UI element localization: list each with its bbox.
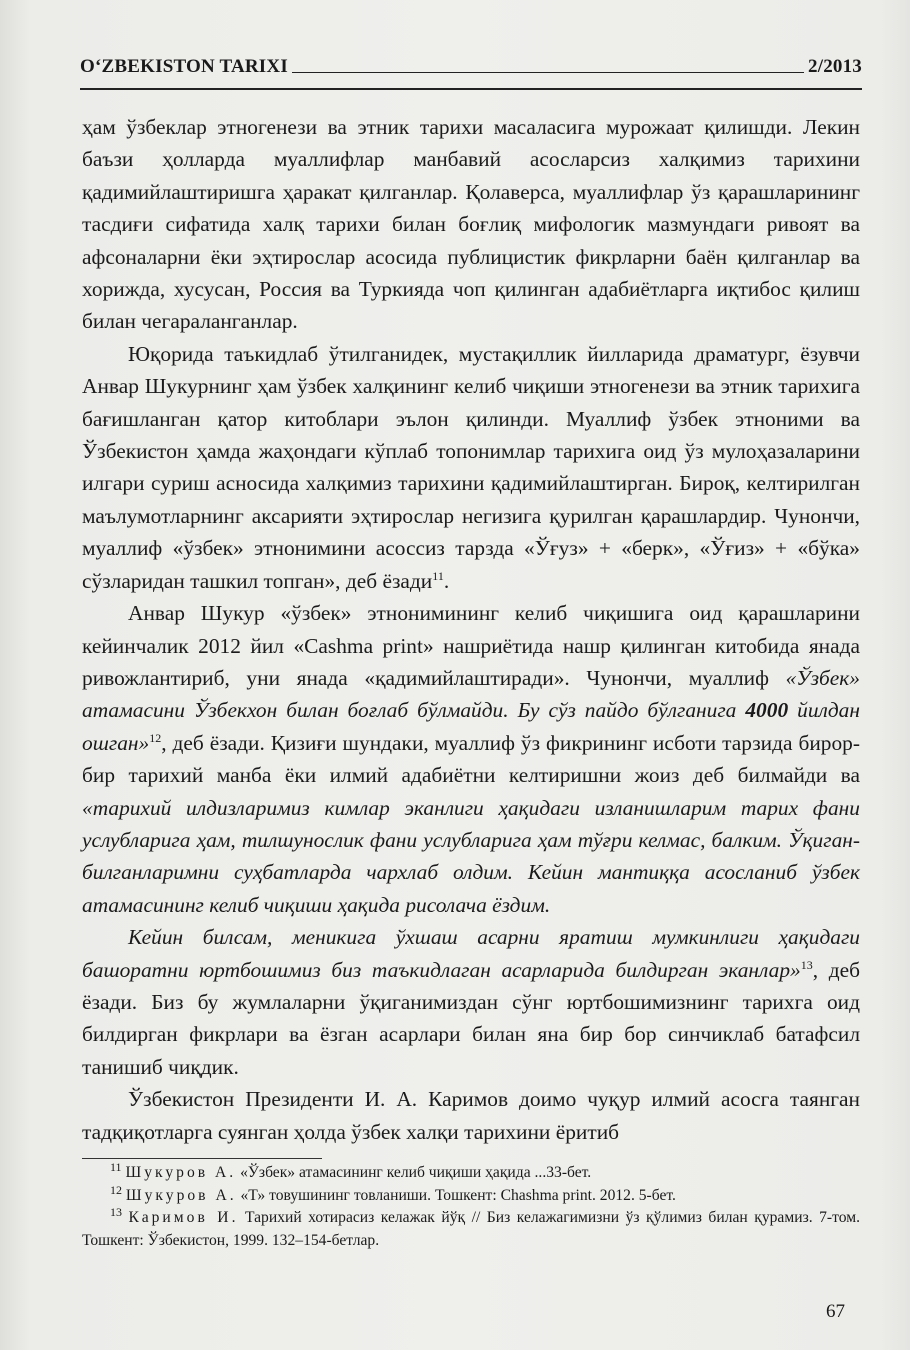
- paragraph-3: [82, 597, 860, 921]
- paragraph-4-text: , деб ёзади. Биз бу жумлаларни ўқиганимиздан сўнг юртбошимизнинг тарихга оид билдирган фикрлари ва ёзган асарлари билан яна бир бор синчиклаб батафсил танишиб чиқдик.: [82, 957, 860, 1079]
- issue-number: 2/2013: [808, 56, 862, 77]
- paragraph-1: ҳам ўзбеклар этногенези ва этник тарихи масаласига мурожаат қилишди. Лекин баъзи ҳолларда муаллифлар манбавий асосларсиз халқимиз тарихини қадимийлаштиришга ҳаракат қилганлар. Қолаверса, муаллифлар ўз қарашларининг тасдиғи сифатида халқ тарихи билан боғлиқ мифологик мазмундаги ривоят ва афсоналарни ёки эҳтирослар асосида публицистик фикрларни баён қилганлар ва хорижда, хусусан, Россия ва Туркияда чоп қилинган адабиётларга иқтибос қилиш билан чегараланганлар.: [82, 115, 860, 334]
- paragraph-4: [82, 921, 860, 1083]
- footnote-ref-11[interactable]: 11: [432, 568, 444, 583]
- quote-italic-4: Кейин билсам, меникига ўхшаш асарни яратиш мумкинлиги ҳақидаги башоратни юртбошимиз биз таъкидлаган асарларида билдирган эканлар»: [82, 925, 860, 982]
- footnote-author: Каримов И.: [128, 1209, 239, 1226]
- header-leader-line: [292, 72, 804, 73]
- quote-italic-3: «тарихий илдизларимиз кимлар эканлиги ҳақидаги изланишларим тарих фани услубларига ҳам, тилшунослик фани услубларига ҳам тўғри келмас, балким. Ўқиган-билганларимни суҳбатларда чархлаб олдим. Кейин мантиққа асосланиб ўзбек атамасининг келиб чиқиши ҳақида рисолача ёздим.: [82, 795, 860, 917]
- quote-bold-number: 4000: [745, 698, 789, 723]
- footnote-text: «Т» товушининг товланиши. Тошкент: Chashma print. 2012. 5-бет.: [236, 1186, 676, 1204]
- page-number: 67: [826, 1301, 845, 1322]
- header-rule: [80, 88, 862, 90]
- article-body: [82, 111, 860, 1148]
- journal-title: O‘ZBEKISTON TARIXI: [80, 56, 288, 77]
- footnote-number: 13: [110, 1204, 122, 1219]
- paragraph-3-text-b: , деб ёзади. Қизиғи шундаки, муаллиф ўз фикрининг исботи тарзида бирор-бир тарихий манба ёки илмий адабиётни келтиришни жоиз деб билмайди ва: [82, 730, 860, 788]
- footnote-number: 12: [110, 1182, 122, 1197]
- footnote-12: [82, 1182, 860, 1208]
- footnote-text: «Ўзбек» атамасининг келиб чиқиши ҳақида ...33-бет.: [236, 1164, 592, 1181]
- running-header: [80, 56, 862, 78]
- paragraph-5: Ўзбекистон Президенти И. А. Каримов доимо чуқур илмий асосга таянган тадқиқотларга суянган ҳолда ўзбек халқи тарихини ёритиб: [82, 1087, 860, 1144]
- footnote-author: Шукуров А.: [125, 1164, 237, 1181]
- footnote-text: Тарихий хотирасиз келажак йўқ // Биз келажагимизни ўз қўлимиз билан қурамиз. 7-том. Тошкент: Ўзбекистон, 1999. 132–154-бетлар.: [82, 1209, 860, 1249]
- footnote-11: [82, 1159, 860, 1185]
- quote-italic-2: йилдан ошган»: [82, 698, 860, 755]
- quote-italic-1: «Ўзбек» атамасини Ўзбекхон билан боғлаб бўлмайди. Бу сўз пайдо бўлганига: [82, 665, 860, 723]
- paragraph-2: [82, 338, 860, 597]
- footnotes: [82, 1159, 860, 1252]
- paragraph-2-text: Юқорида таъкидлаб ўтилганидек, мустақиллик йилларида драматург, ёзувчи Анвар Шукурнинг ҳам ўзбек халқининг келиб чиқиши этногенези ва этник тарихига бағишланган қатор китоблари эълон қилинди. Муаллиф ўзбек этноними ва Ўзбекистон ҳамда жаҳондаги кўплаб топонимлар тарихига оид ўз мулоҳазаларини илгари суриш асносида халқимиз тарихини қадимийлаштирган. Бироқ, келтирилган маълумотларнинг аксарияти эҳтирослар негизига қурилган қарашлардир. Чунончи, муаллиф «ўзбек» этнонимини асоссиз тарзда «Ўғуз» + «берк», «Ўғиз» + «бўка» сўзларидан ташкил топган», деб ёзади: [82, 341, 860, 593]
- footnote-13: [82, 1204, 860, 1252]
- footnote-ref-12[interactable]: 12: [149, 730, 162, 745]
- paragraph-2-end: .: [443, 568, 450, 593]
- paragraph-3-text-a: Анвар Шукур «ўзбек» этнонимининг келиб чиқишига оид қарашларини кейинчалик 2012 йил «Cashma print» нашриётида нашр қилинган китобида янада ривожлантириб, уни янада «қадимийлаштиради». Чунончи, муаллиф: [82, 601, 860, 690]
- footnote-number: 11: [110, 1159, 122, 1174]
- footnote-ref-13[interactable]: 13: [800, 957, 813, 972]
- footnote-author: Шукуров А.: [125, 1186, 237, 1204]
